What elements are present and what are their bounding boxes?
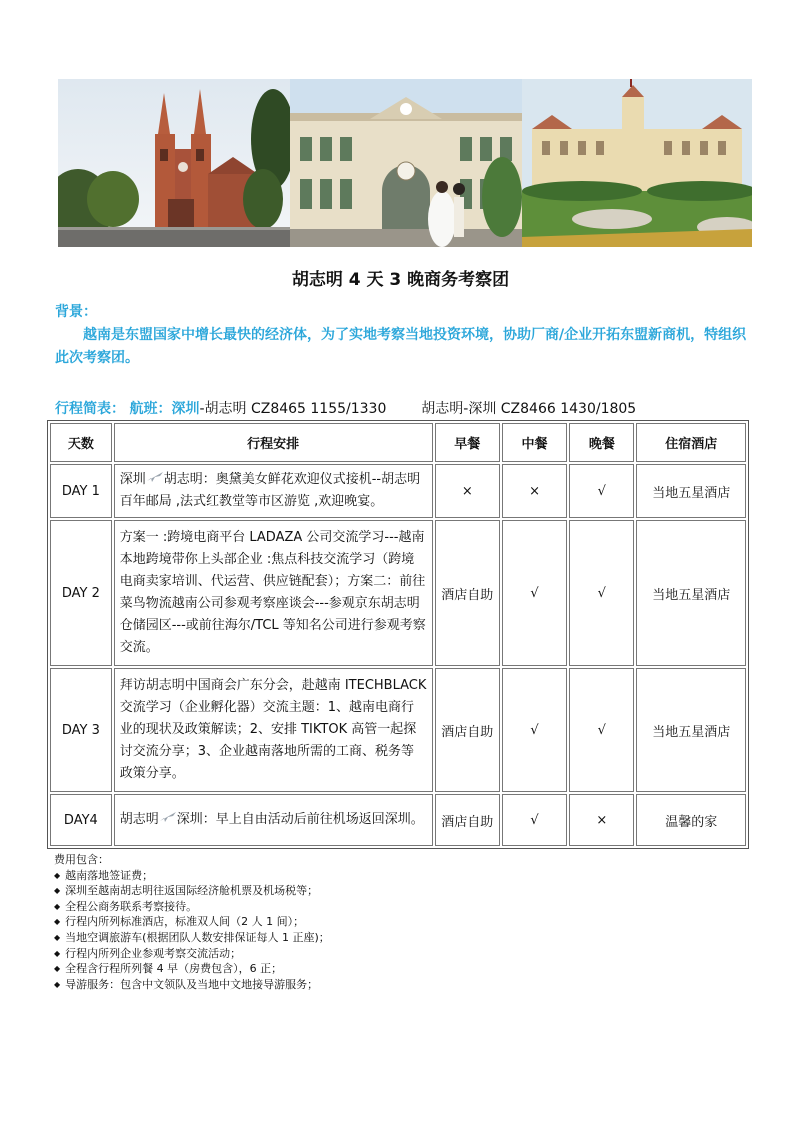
list-item: ◆ 行程内所列企业参观考察交流活动； (54, 946, 330, 962)
lunch-cell: √ (502, 668, 567, 792)
airplane-icon (159, 810, 177, 824)
plan-cell (114, 464, 433, 518)
plan-text: 深圳：早上自由活动后前往机场返回深圳。 (176, 812, 424, 827)
return-flight: 胡志明-深圳 CZ8466 1430/1805 (421, 401, 637, 417)
day-cell: DAY4 (50, 794, 112, 846)
fees-list (54, 868, 330, 993)
breakfast-cell: 酒店自助 (435, 520, 500, 666)
header-plan: 行程安排 (114, 423, 433, 462)
list-item: ◆ 全程含行程所列餐 4 早（房费包含），6 正； (54, 961, 330, 977)
page-title: 胡志明 4 天 3 晚商务考察团 (291, 270, 510, 290)
header-lunch: 中餐 (502, 423, 567, 462)
list-item: ◆ 导游服务：包含中文领队及当地中文地接导游服务； (54, 977, 330, 993)
table-row (50, 464, 746, 518)
header-dinner: 晚餐 (569, 423, 634, 462)
list-item: ◆ 全程公商务联系考察接待。 (54, 899, 330, 915)
table-row (50, 794, 746, 846)
list-item: ◆ 行程内所列标准酒店，标准双人间（2 人 1 间）； (54, 914, 330, 930)
hotel-cell: 当地五星酒店 (636, 464, 746, 518)
table-row (50, 520, 746, 666)
plan-from: 胡志明 (119, 812, 159, 827)
airplane-icon (146, 470, 164, 484)
flight-label: 航班： (129, 401, 172, 417)
dinner-cell: √ (569, 668, 634, 792)
hotel-cell: 当地五星酒店 (636, 520, 746, 666)
itinerary-label: 行程简表： (55, 401, 125, 417)
header-day: 天数 (50, 423, 112, 462)
photo-banner (58, 79, 752, 247)
dinner-cell: √ (569, 464, 634, 518)
plan-cell: 拜访胡志明中国商会广东分会，赴越南 ITECHBLACK 交流学习（企业孵化器）交流主题：1、越南电商行业的现状及政策解读；2、安排 TIKTOK 高管一起探讨交流分享；3、企业越南落地所需的工商、税务等政策分享。 (114, 668, 433, 792)
lunch-cell: × (502, 464, 567, 518)
list-item: ◆ 越南落地签证费； (54, 868, 330, 884)
plan-from: 深圳 (119, 472, 146, 487)
list-item: ◆ 当地空调旅游车(根据团队人数安排保证每人 1 正座)； (54, 930, 330, 946)
table-row (50, 668, 746, 792)
plan-text: 胡志明：奥黛美女鲜花欢迎仪式接机--胡志明百年邮局 ,法式红教堂等市区游览 ,欢迎晚宴。 (119, 472, 421, 509)
fees-section (54, 852, 330, 992)
post-office-photo (290, 79, 522, 247)
dinner-cell: √ (569, 520, 634, 666)
header-hotel: 住宿酒店 (636, 423, 746, 462)
background-label: 背景： (55, 304, 97, 320)
lunch-cell: √ (502, 794, 567, 846)
breakfast-cell: 酒店自助 (435, 668, 500, 792)
breakfast-cell: × (435, 464, 500, 518)
fees-label: 费用包含： (54, 853, 109, 866)
day-cell: DAY 1 (50, 464, 112, 518)
lunch-cell: √ (502, 520, 567, 666)
list-item: ◆ 深圳至越南胡志明往返国际经济舱机票及机场税等； (54, 883, 330, 899)
hotel-cell: 当地五星酒店 (636, 668, 746, 792)
outbound-city: 深圳 (171, 401, 200, 417)
plan-cell (114, 794, 433, 846)
itinerary-table (47, 420, 749, 849)
header-breakfast: 早餐 (435, 423, 500, 462)
hotel-cell: 温馨的家 (636, 794, 746, 846)
background-text: 越南是东盟国家中增长最快的经济体，为了实地考察当地投资环境，协助厂商/企业开拓东盟新商机，特组织此次考察团。 (55, 327, 747, 366)
table-header-row (50, 423, 746, 462)
city-hall-photo (522, 79, 752, 247)
dinner-cell: × (569, 794, 634, 846)
breakfast-cell: 酒店自助 (435, 794, 500, 846)
cathedral-photo (58, 79, 290, 247)
plan-cell: 方案一 :跨境电商平台 LADAZA 公司交流学习---越南本地跨境带你上头部企业 :焦点科技交流学习（跨境电商卖家培训、代运营、供应链配套）；方案二：前往菜鸟物流越南公司参观考察座谈会---参观京东胡志明仓储园区---或前往海尔/TCL 等知名公司进行参观考察交流。 (114, 520, 433, 666)
flight-summary (55, 398, 636, 418)
day-cell: DAY 3 (50, 668, 112, 792)
outbound-flight: -胡志明 CZ8465 1155/1330 (199, 401, 387, 417)
day-cell: DAY 2 (50, 520, 112, 666)
